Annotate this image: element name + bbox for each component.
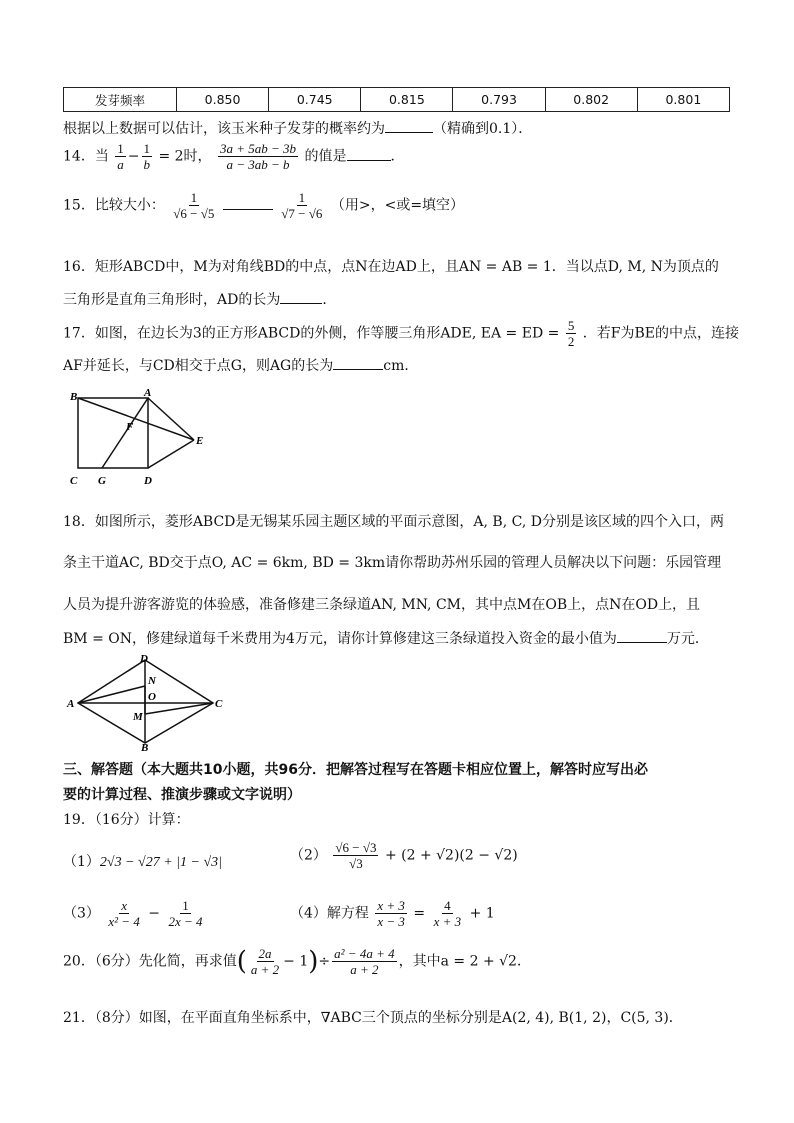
fig-label: B xyxy=(70,391,78,403)
fraction: $\frac{1}{b}$ xyxy=(143,141,151,172)
fig-label: D xyxy=(140,653,148,665)
question-17-line-1: 17．如图，在边长为3的正方形ABCD的外侧，作等腰三角形ADE, EA = ED = $\frac{5}{2}$ ．若F为BE的中点，连接 xyxy=(63,318,739,349)
question-20: 20．（6分）先化简，再求值( $\frac{2a}{a + 2}$ − 1)÷ $\frac{\text{a² − 4a + 4}}{a + 2}$ ，其中a = 2 + √2． xyxy=(63,946,531,977)
fig-label: D xyxy=(144,475,152,487)
square-abcd xyxy=(78,398,148,468)
fig-label: C xyxy=(215,698,223,710)
question-16-line-1: 16．矩形ABCD中，M为对角线BD的中点，点N在边AD上，且AN = AB = 1．当以点D, M, N为顶点的 xyxy=(63,259,719,275)
table-cell: 0.802 xyxy=(545,88,637,112)
question-21: 21．（8分）如图，在平面直角坐标系中，∇ABC三个顶点的坐标分别是A(2, 4), B(1, 2)，C(5, 3)． xyxy=(63,1010,683,1026)
fraction: $\frac{4}{x + 3}$ xyxy=(433,898,462,929)
fig-label: C xyxy=(70,475,78,487)
segment-de xyxy=(148,440,194,468)
section-3-heading-line-1: 三、解答题（本大题共10小题，共96分．把解答过程写在答题卡相应位置上，解答时应写出必 xyxy=(63,762,648,778)
fig-label: B xyxy=(141,742,149,752)
question-17-line-2: AF并延长，与CD相交于点G，则AG的长为 cm． xyxy=(63,358,419,374)
figure-rhombus xyxy=(64,652,234,752)
fraction: $\frac{2a}{a + 2}$ xyxy=(250,946,280,977)
answer-blank xyxy=(280,291,322,304)
fraction: $\frac{5}{2}$ xyxy=(567,318,575,349)
fraction: $\frac{\text{a² − 4a + 4}}{a + 2}$ xyxy=(334,946,395,977)
fig-label: E xyxy=(196,435,204,447)
fig-label: O xyxy=(148,691,156,703)
answer-blank xyxy=(223,197,273,210)
fraction: $\frac{√6 - √3}{√3}$ xyxy=(335,840,377,871)
fig-label: F xyxy=(126,421,134,433)
table-cell: 0.850 xyxy=(177,88,269,112)
answer-blank xyxy=(347,148,391,161)
question-19-part-2: （2） $\frac{√6 - √3}{√3}$ + (2 + √2)(2 − √2) xyxy=(290,840,518,871)
question-18-line-2: 条主干道AC, BD交于点O, AC = 6km, BD = 3km请你帮助苏州乐园的管理人员解决以下问题：乐园管理 xyxy=(63,555,722,571)
question-19-head: 19．（16分）计算： xyxy=(63,812,190,828)
question-15: 15．比较大小： $\frac{1}{√6 - √5}$ $\frac{1}{√7 - √6}$ （用>，<或=填空） xyxy=(63,190,465,221)
table-cell: 0.815 xyxy=(361,88,453,112)
fraction: $\frac{3a + 5ab - 3b}{a - 3ab - b}$ xyxy=(220,141,297,172)
q13-tail: 根据以上数据可以估计，该玉米种子发芽的概率约为 （精确到0.1）． xyxy=(63,121,533,137)
segment-ae xyxy=(148,398,194,440)
question-14: 14．当 $\frac{1}{a}$ − $\frac{1}{b}$ = 2时， $\frac{3a + 5ab - 3b}{a - 3ab - b}$ 的值是 ． xyxy=(63,141,405,172)
question-18-line-3: 人员为提升游客游览的体验感，准备修建三条绿道AN, MN, CM，其中点M在OB上，点N在OD上，且 xyxy=(63,597,701,613)
fig-label: G xyxy=(98,475,106,487)
fraction: $\frac{1}{√7 - √6}$ xyxy=(281,190,323,221)
answer-blank xyxy=(385,120,433,133)
fraction: $\frac{1}{2x - 4}$ xyxy=(168,898,203,929)
segment-an xyxy=(78,686,145,703)
table-cell: 0.801 xyxy=(637,88,729,112)
table-cell: 0.793 xyxy=(453,88,545,112)
table-label-cell: 发芽频率 xyxy=(64,88,177,112)
table-row xyxy=(64,88,730,112)
segment-be xyxy=(78,398,194,440)
question-18-line-1: 18．如图所示，菱形ABCD是无锡某乐园主题区域的平面示意图，A, B, C, D分别是该区域的四个入口，两 xyxy=(63,514,724,530)
section-3-heading-line-2: 要的计算过程、推演步骤或文字说明） xyxy=(63,787,301,803)
answer-blank xyxy=(617,630,667,643)
fraction: $\frac{1}{√6 - √5}$ xyxy=(173,190,215,221)
fraction: $\frac{x}{\text{x² − 4}}$ xyxy=(108,898,140,929)
frequency-table xyxy=(63,87,730,112)
question-19-part-3: （3） $\frac{x}{\text{x² − 4}}$ − $\frac{1}{2x - 4}$ xyxy=(63,898,203,929)
fraction: $\frac{x + 3}{x - 3}$ xyxy=(377,898,405,929)
fig-label: M xyxy=(133,711,143,723)
table-cell: 0.745 xyxy=(269,88,361,112)
question-18-line-4: BM = ON，修建绿道每千米费用为4万元，请你计算修建这三条绿道投入资金的最小值为 万元． xyxy=(63,631,709,647)
question-16-line-2: 三角形是直角三角形时，AD的长为 ． xyxy=(63,292,337,308)
answer-blank xyxy=(333,357,383,370)
fig-label: A xyxy=(67,698,75,710)
fig-label: N xyxy=(148,675,156,687)
question-19-part-4: （4）解方程 $\frac{x + 3}{x - 3}$ = $\frac{4}{x + 3}$ + 1 xyxy=(290,898,495,929)
fraction: $\frac{1}{a}$ xyxy=(117,141,124,172)
question-19-part-1: （1）2√3 − √27 + |1 − √3| xyxy=(63,854,223,870)
fig-label: A xyxy=(144,388,152,399)
figure-square-triangle xyxy=(66,388,216,488)
